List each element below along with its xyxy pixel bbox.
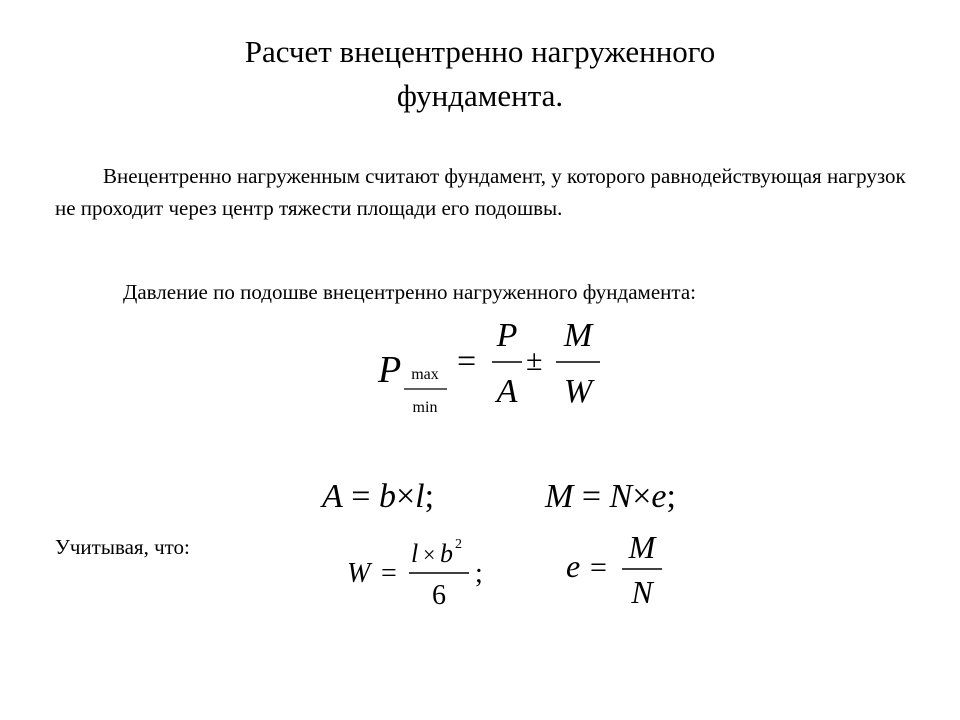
formula-sub-max: max bbox=[411, 366, 439, 383]
title-line-2: фундамента. bbox=[396, 78, 564, 113]
w-semicolon: ; bbox=[475, 558, 483, 589]
w-lhs: W bbox=[347, 558, 371, 589]
area-equals: = bbox=[351, 478, 371, 515]
definition-paragraph bbox=[55, 160, 915, 224]
pressure-caption: Давление по подошве внецентренно нагруженного фундамента: bbox=[123, 280, 696, 304]
definition-text: Внецентренно нагруженным считают фундамент, у которого равнодействующая нагрузок не проходит через центр тяжести площади его подошвы. bbox=[55, 164, 906, 220]
moment-n: N bbox=[609, 478, 633, 515]
e-num-m: M bbox=[628, 529, 656, 565]
considering-label: Учитывая, что: bbox=[55, 535, 190, 559]
area-lhs: A bbox=[322, 478, 343, 515]
section-modulus-formula bbox=[345, 532, 495, 612]
formula-equals: = bbox=[457, 343, 477, 380]
w-num-l: l bbox=[411, 539, 419, 568]
w-den: 6 bbox=[432, 580, 446, 611]
w-exponent: 2 bbox=[455, 537, 462, 552]
formula-sub-min: min bbox=[412, 399, 438, 416]
moment-times: × bbox=[632, 478, 652, 515]
title-line-1: Расчет внецентренно нагруженного bbox=[244, 34, 716, 69]
w-num-b: b bbox=[440, 539, 453, 568]
formula-den-w: W bbox=[563, 373, 593, 410]
e-den-n: N bbox=[631, 574, 653, 610]
moment-e: e bbox=[651, 478, 667, 515]
area-semicolon: ; bbox=[424, 478, 435, 515]
moment-formula bbox=[545, 478, 676, 516]
eccentricity-formula bbox=[562, 525, 672, 615]
e-equals: = bbox=[590, 551, 607, 584]
w-equals: = bbox=[381, 558, 397, 589]
formula-num-p: P bbox=[496, 317, 518, 354]
area-l: l bbox=[415, 478, 425, 515]
moment-lhs: M bbox=[545, 478, 574, 515]
formula-p-lhs: P bbox=[378, 349, 402, 391]
area-formula bbox=[322, 478, 434, 516]
w-num-times: × bbox=[423, 542, 436, 567]
area-b: b bbox=[378, 478, 396, 515]
moment-equals: = bbox=[581, 478, 602, 515]
formula-den-a: A bbox=[496, 373, 518, 410]
formula-plusminus: ± bbox=[526, 344, 543, 377]
slide-title bbox=[0, 30, 960, 118]
formula-num-m: M bbox=[563, 317, 593, 354]
moment-semicolon: ; bbox=[666, 478, 676, 515]
e-lhs: e bbox=[566, 548, 581, 584]
area-times: × bbox=[395, 478, 416, 515]
main-pressure-formula bbox=[370, 312, 620, 422]
